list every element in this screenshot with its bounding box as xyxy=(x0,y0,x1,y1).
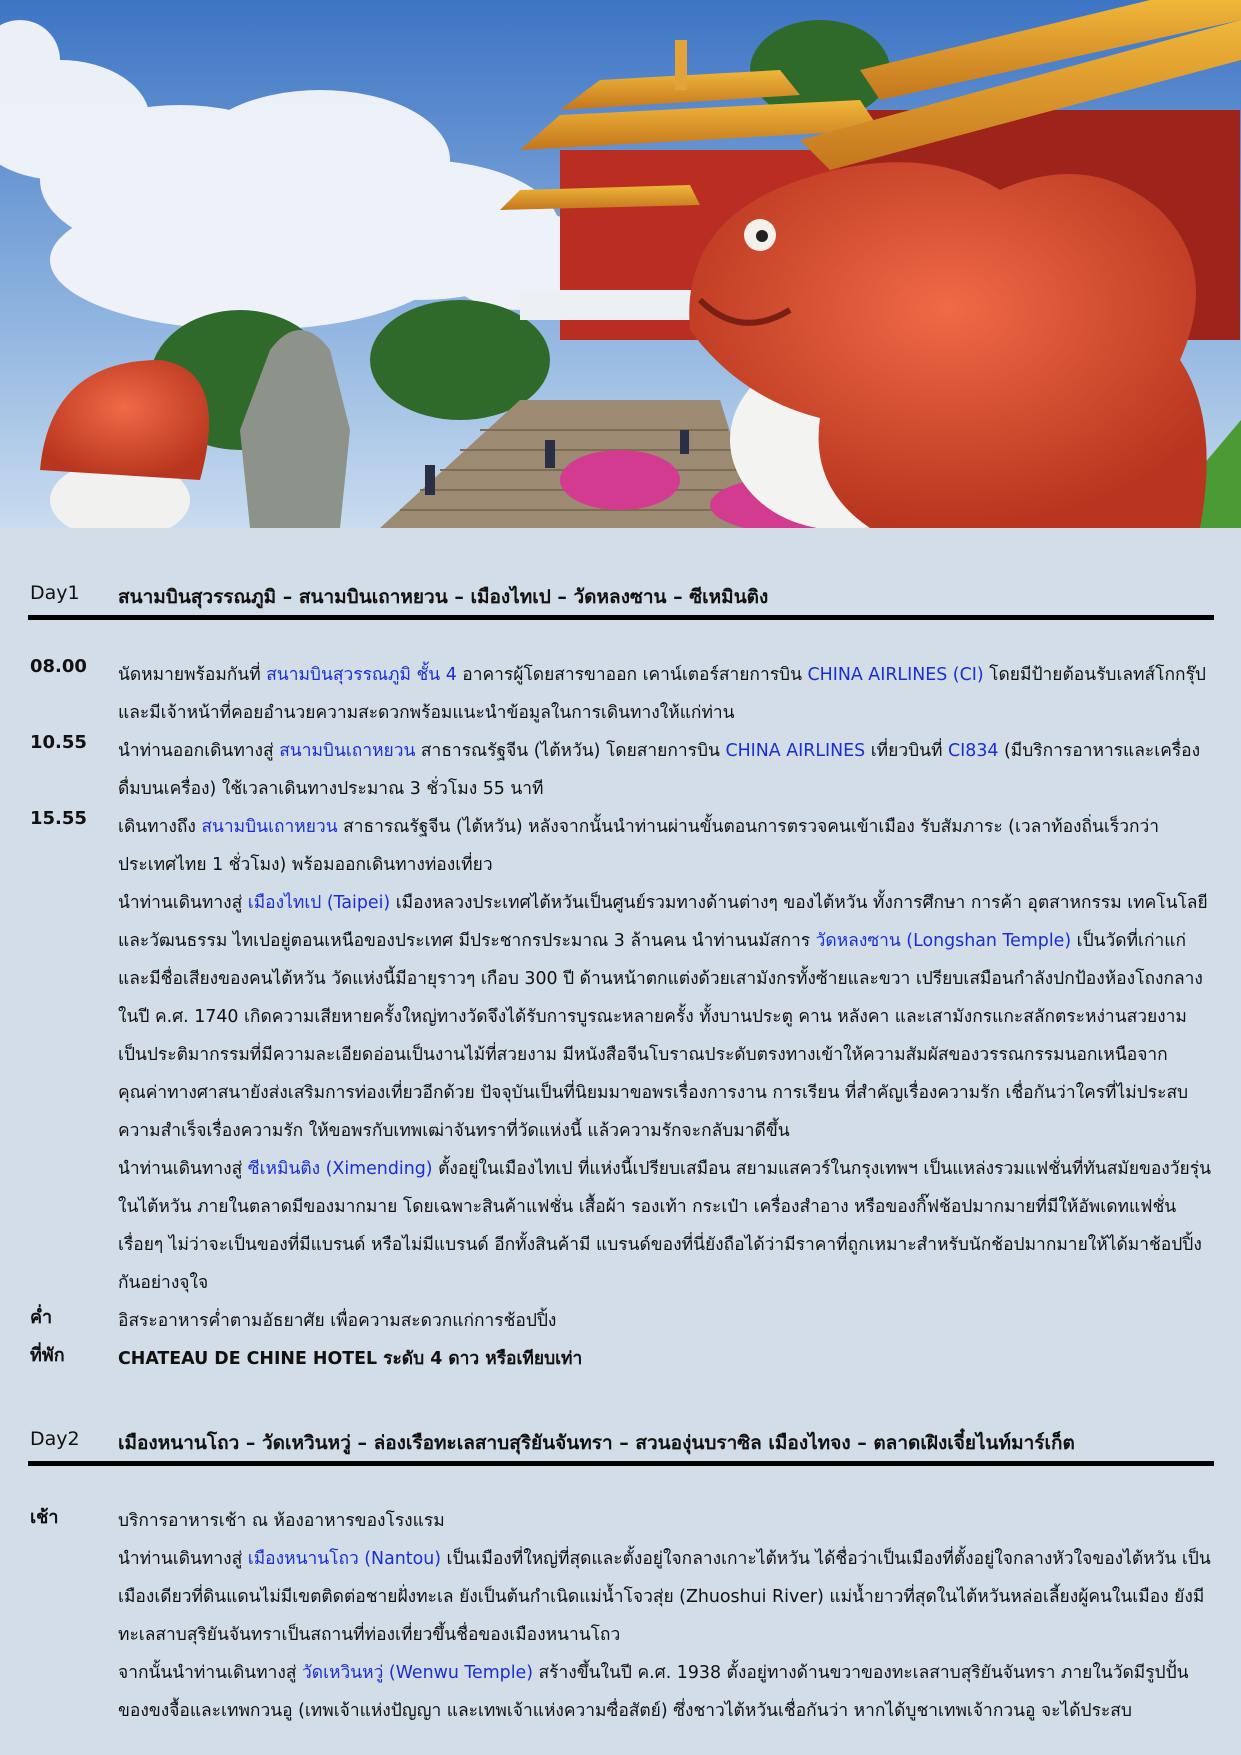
text-segment: นำท่านเดินทางสู่ xyxy=(118,1159,248,1179)
itinerary-text xyxy=(118,1302,1211,1340)
itinerary-text xyxy=(118,1654,1211,1730)
highlight-place: สนามบินสุวรรณภูมิ ชั้น 4 xyxy=(266,665,457,685)
text-segment: เป็นเมืองที่ใหญ่ที่สุดและตั้งอยู่ใจกลางเกาะไต้หวัน ได้ชื่อว่าเป็นเมืองที่ตั้งอยู่ใจกลางหัวใจของไต้หวัน เป็นเมืองเดียวที่ดินแดนไม่มีเขตติดต่อชายฝั่งทะเล ยังเป็นต้นกำเนิดแม่น้ำโจวสุ่ย (Zhuoshui River) แม่น้ำยาวที่สุดในไต้หวันหล่อเลี้ยงผู้คนในเมือง ยังมีทะเลสาบสุริยันจันทราเป็นสถานที่ท่องเที่ยวขึ้นชื่อของเมืองหนานโถว xyxy=(118,1549,1211,1645)
highlight-place: เมืองไทเป (Taipei) xyxy=(247,893,391,913)
itinerary-text xyxy=(118,1502,1211,1540)
day-header xyxy=(28,1426,1214,1466)
text-segment: สาธารณรัฐจีน (ไต้หวัน) หลังจากนั้นนำท่านผ่านขั้นตอนการตรวจคนเข้าเมือง รับสัมภาระ (เวลาท้องถิ่นเร็วกว่าประเทศไทย 1 ชั่วโมง) พร้อมออกเดินทางท่องเที่ยว xyxy=(118,817,1160,875)
itinerary-text xyxy=(118,884,1211,1150)
text-segment: อาคารผู้โดยสารขาออก เคาน์เตอร์สายการบิน xyxy=(456,665,808,685)
time-label: 08.00 xyxy=(30,656,87,677)
highlight-place: สนามบินเถาหยวน xyxy=(279,741,416,761)
time-label: 10.55 xyxy=(30,732,87,753)
text-segment: นัดหมายพร้อมกันที่ xyxy=(118,665,267,685)
text-segment: จากนั้นนำท่านเดินทางสู่ xyxy=(118,1663,303,1683)
highlight-place: ซีเหมินติง (Ximending) xyxy=(247,1159,433,1179)
time-label: 15.55 xyxy=(30,808,87,829)
hero-photo-temple xyxy=(0,0,1241,528)
day-label: Day2 xyxy=(30,1428,80,1450)
itinerary-text xyxy=(118,1340,1211,1378)
text-segment: (มีบริการอาหารและเครื่องดื่มบนเครื่อง) ใช้เวลาเดินทางประมาณ 3 ชั่วโมง 55 นาที xyxy=(118,741,1201,799)
text-segment: เที่ยวบินที่ xyxy=(865,741,949,761)
highlight-place: CHINA AIRLINES xyxy=(725,741,866,761)
itinerary-text xyxy=(118,1150,1211,1302)
highlight-place: เมืองหนานโถว (Nantou) xyxy=(247,1549,442,1569)
day-title: สนามบินสุวรรณภูมิ – สนามบินเถาหยวน – เมืองไทเป – วัดหลงซาน – ซีเหมินติง xyxy=(118,586,769,608)
text-segment: สร้างขึ้นในปี ค.ศ. 1938 ตั้งอยู่ทางด้านขวาของทะเลสาบสุริยันจันทรา ภายในวัดมีรูปปั้นของขงจื้อและเทพกวนอู (เทพเจ้าแห่งปัญญา และเทพเจ้าแห่งความซื่อสัตย์) ซึ่งชาวไต้หวันเชื่อกันว่า หากได้บูชาเทพเจ้ากวนอู จะได้ประสบ xyxy=(118,1663,1189,1721)
itinerary-text xyxy=(118,732,1211,808)
text-segment: สาธารณรัฐจีน (ไต้หวัน) โดยสายการบิน xyxy=(415,741,726,761)
time-label: ที่พัก xyxy=(30,1345,65,1366)
text-segment: บริการอาหารเช้า ณ ห้องอาหารของโรงแรม xyxy=(118,1511,445,1531)
highlight-place: วัดหลงซาน (Longshan Temple) xyxy=(815,931,1072,951)
highlight-place: สนามบินเถาหยวน xyxy=(201,817,338,837)
text-segment: เดินทางถึง xyxy=(118,817,202,837)
text-segment: เป็นวัดที่เก่าแก่และมีชื่อเสียงของคนไต้หวัน วัดแห่งนี้มีอายุราวๆ เกือบ 300 ปี ด้านหน้าตกแต่งด้วยเสามังกรทั้งซ้ายและขวา เปรียบเสมือนกำลังปกป้องห้องโถงกลาง ในปี ค.ศ. 1740 เกิดความเสียหายครั้งใหญ่ทางวัดจึงได้รับการบูรณะหลายครั้ง ทั้งบานประตู คาน หลังคา และเสามังกรแกะสลักตระหง่านสวยงาม เป็นประติมากรรมที่มีความละเอียดอ่อนเป็นงานไม้ที่สวยงาม มีหนังสือจีนโบราณประดับตรงทางเข้าให้ความสัมผัสของวรรณกรรมนอกเหนือจากคุณค่าทางศาสนายังส่งเสริมการท่องเที่ยวอีกด้วย ปัจจุบันเป็นที่นิยมมาขอพรเรื่องการงาน การเรียน ที่สำคัญเรื่องความรัก เชื่อกันว่าใครที่ไม่ประสบความสำเร็จเรื่องความรัก ให้ขอพรกับเทพเฒ่าจันทราที่วัดแห่งนี้ แล้วความรักจะกลับมาดีขึ้น xyxy=(118,931,1203,1141)
text-segment: นำท่านเดินทางสู่ xyxy=(118,1549,248,1569)
highlight-place: วัดเหวินหวู่ (Wenwu Temple) xyxy=(302,1663,534,1683)
day-header xyxy=(28,580,1214,620)
text-segment: ตั้งอยู่ในเมืองไทเป ที่แห่งนี้เปรียบเสมือน สยามแสควร์ในกรุงเทพฯ เป็นแหล่งรวมแฟชั่นที่ทันสมัยของวัยรุ่นในไต้หวัน ภายในตลาดมีของมากมาย โดยเฉพาะสินค้าแฟชั่น เสื้อผ้า รองเท้า กระเป๋า เครื่องสำอาง หรือของกิ๊ฟช้อปมากมายที่มีให้อัพเดทแฟชั่นเรื่อยๆ ไม่ว่าจะเป็นของที่มีแบรนด์ หรือไม่มีแบรนด์ อีกทั้งสินค้ามี แบรนด์ของที่นี่ยังถือได้ว่ามีราคาที่ถูกเหมาะสำหรับนักช้อปมากมายให้ได้มาช้อปปิ้งกันอย่างจุใจ xyxy=(118,1159,1211,1293)
day-label: Day1 xyxy=(30,582,80,604)
text-segment: โดยมีป้ายต้อนรับเลทส์โกกรุ๊ป และมีเจ้าหน้าที่คอยอำนวยความสะดวกพร้อมแนะนำข้อมูลในการเดินทางให้แก่ท่าน xyxy=(118,665,1206,723)
day-title: เมืองหนานโถว – วัดเหวินหวู่ – ล่องเรือทะเลสาบสุริยันจันทรา – สวนองุ่นบราซิล เมืองไทจง – ตลาดเฝิงเจี๋ยไนท์มาร์เก็ต xyxy=(118,1432,1075,1454)
highlight-place: CI834 xyxy=(948,741,999,761)
itinerary-text xyxy=(118,1540,1211,1654)
itinerary-text xyxy=(118,656,1211,732)
text-segment: นำท่านเดินทางสู่ xyxy=(118,893,248,913)
time-label: เช้า xyxy=(30,1507,59,1528)
text-segment: นำท่านออกเดินทางสู่ xyxy=(118,741,280,761)
text-segment: เมืองหลวงประเทศไต้หวันเป็นศูนย์รวมทางด้านต่างๆ ของไต้หวัน ทั้งการศึกษา การค้า อุตสาหกรรม เทคโนโลยี และวัฒนธรรม ไทเปอยู่ตอนเหนือของประเทศ มีประชากรประมาณ 3 ล้านคน นำท่านนมัสการ xyxy=(118,893,1208,951)
highlight-place: CHINA AIRLINES (CI) xyxy=(807,665,984,685)
itinerary-text xyxy=(118,808,1211,884)
text-segment: CHATEAU DE CHINE HOTEL ระดับ 4 ดาว หรือเทียบเท่า xyxy=(118,1349,583,1369)
text-segment: อิสระอาหารค่ำตามอัธยาศัย เพื่อความสะดวกแก่การช้อปปิ้ง xyxy=(118,1311,557,1331)
time-label: ค่ำ xyxy=(30,1307,53,1328)
